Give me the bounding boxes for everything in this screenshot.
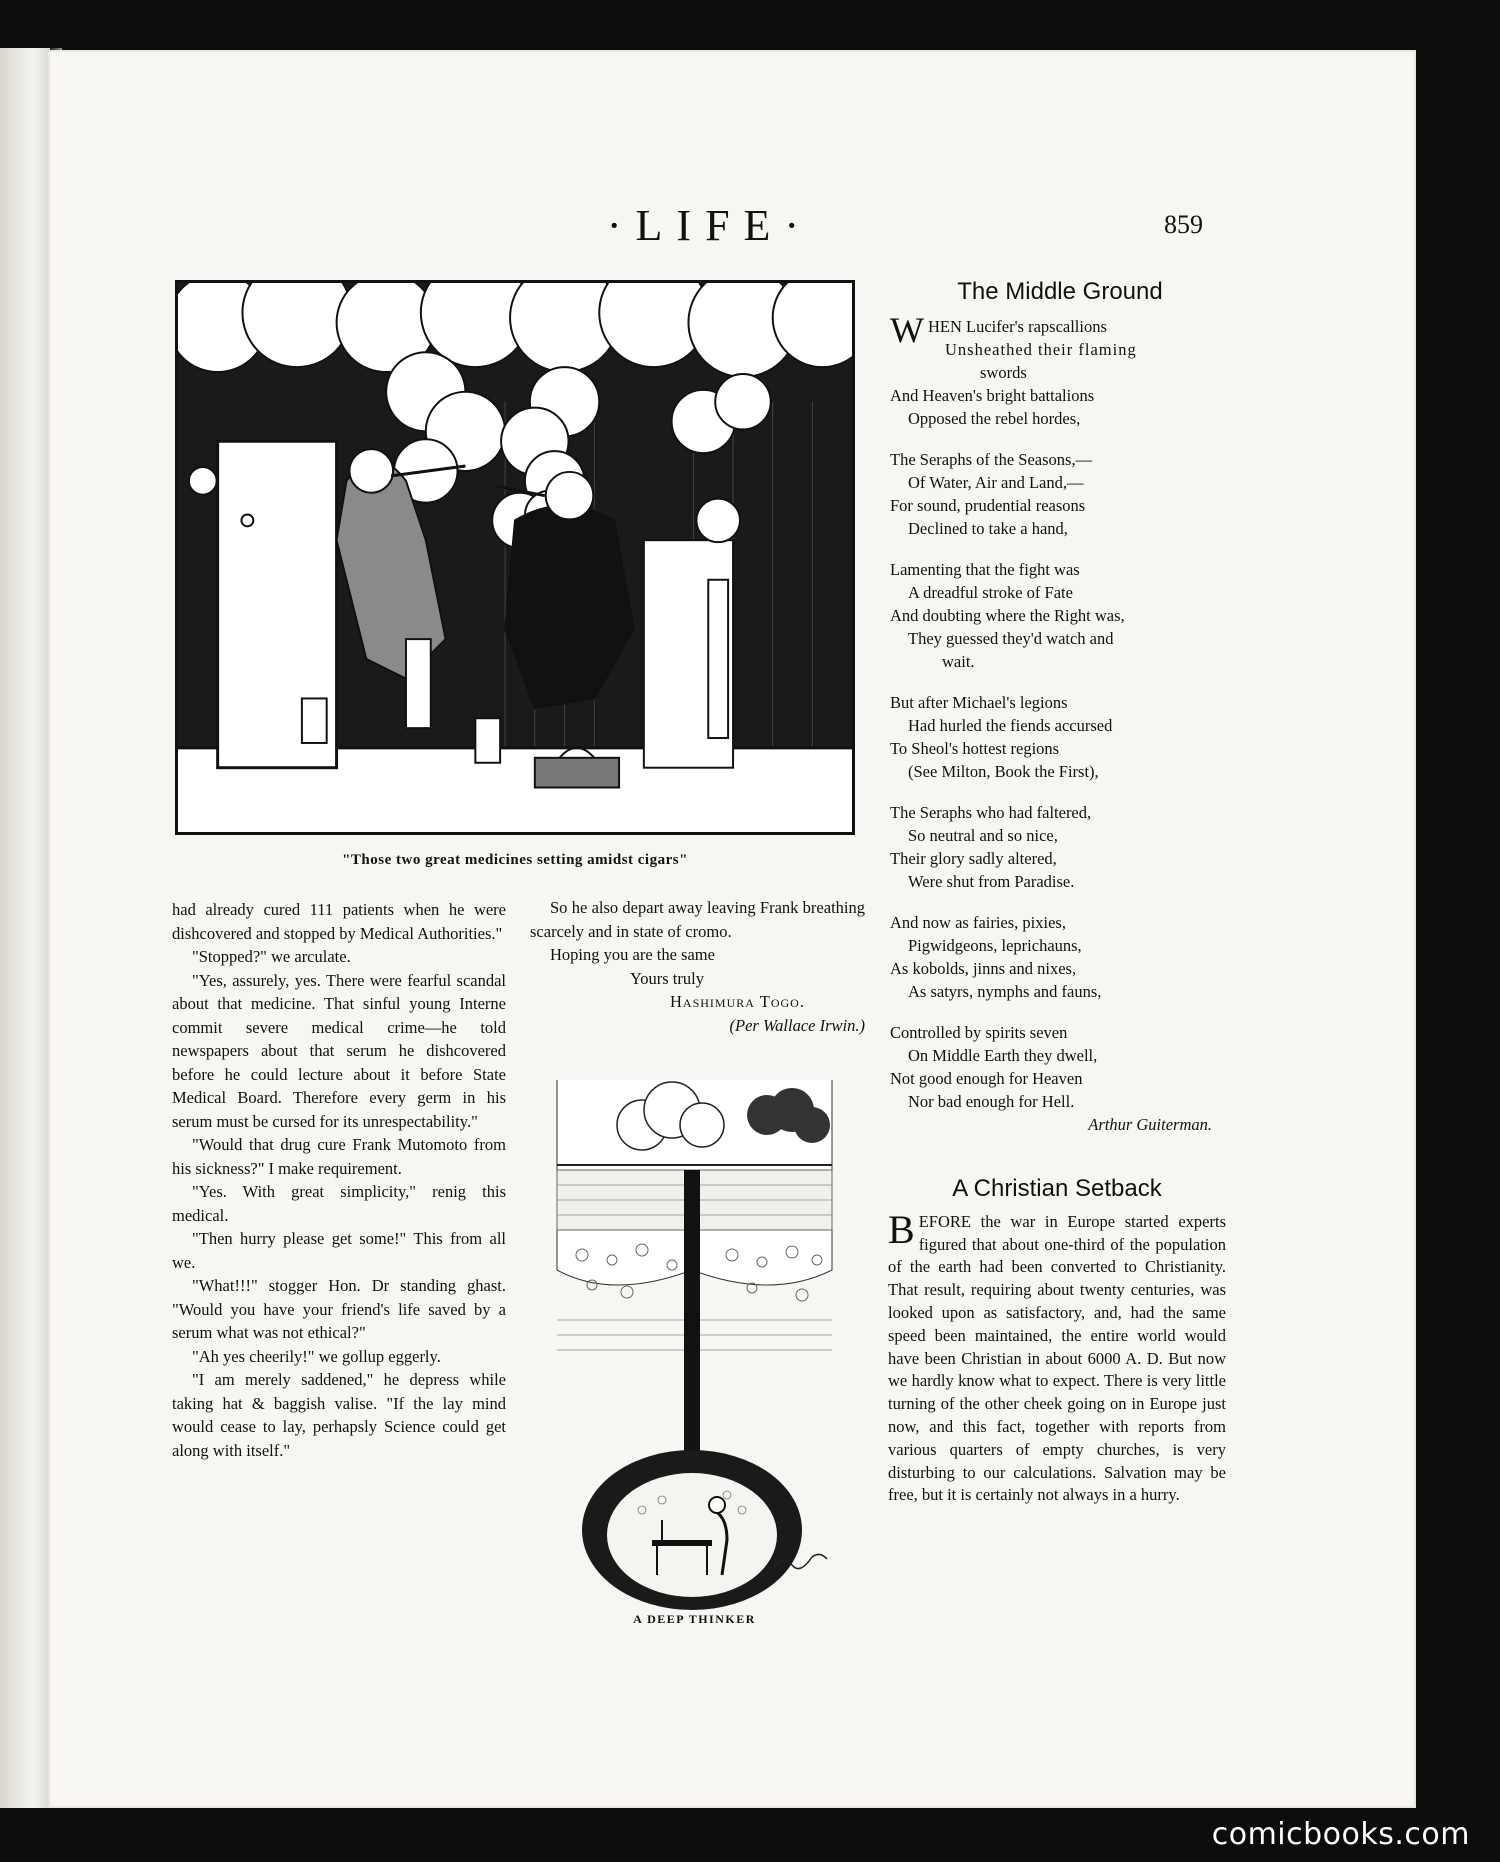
poem-line: And Heaven's bright battalions <box>890 386 1095 405</box>
cartoon-caption: A DEEP THINKER <box>633 1612 756 1626</box>
poem-line: HEN Lucifer's rapscallions <box>927 317 1107 336</box>
cartoon-deep-thinker <box>552 1070 837 1610</box>
letter-closing <box>530 943 865 1037</box>
story-paragraph: "Yes. With great simplicity," renig this medical. <box>172 1182 506 1225</box>
poem-line: As satyrs, nymphs and fauns, <box>908 982 1102 1001</box>
poem-middle-ground <box>890 280 1230 1136</box>
story-paragraph: "Would that drug cure Frank Mutomoto from his sickness?" I make requirement. <box>172 1135 506 1178</box>
cartoon-illustration <box>178 283 852 832</box>
poem-line: The Seraphs who had faltered, <box>890 803 1092 822</box>
poem-line: Had hurled the fiends accursed <box>908 716 1113 735</box>
story-paragraph: "Ah yes cheerily!" we gollup eggerly. <box>192 1346 441 1366</box>
poem-line: Not good enough for Heaven <box>890 1069 1083 1088</box>
poem-author: Arthur Guiterman. <box>1088 1115 1212 1134</box>
story-paragraph: So he also depart away leaving Frank breathing scarcely and in state of cromo. <box>530 898 865 941</box>
story-paragraph: "I am merely saddened," he depress while taking hat & baggish valise. "If the lay mind would cease to lay, perhapsly Science could get along with itself." <box>172 1370 506 1460</box>
story-paragraph: "What!!!" stogger Hon. Dr standing ghast. "Would you have your friend's life saved by a serum what was not ethical?" <box>172 1276 506 1342</box>
closing-line: Hoping you are the same <box>550 945 715 964</box>
poem-line: And now as fairies, pixies, <box>890 913 1066 932</box>
poem-line: Of Water, Air and Land,— <box>908 473 1084 492</box>
drop-cap: B <box>888 1206 915 1252</box>
cartoon-smoking-doctors <box>175 280 855 835</box>
poem-line: Their glory sadly altered, <box>890 849 1057 868</box>
poem-line: They guessed they'd watch and <box>908 629 1114 648</box>
page-number: 859 <box>1164 210 1203 239</box>
poem-stanza <box>890 558 1230 673</box>
essay-christian-setback <box>888 1175 1226 1507</box>
poem-stanza <box>890 310 1230 430</box>
poem-line: Unsheathed their flaming <box>945 340 1137 359</box>
poem-line: swords <box>980 363 1027 382</box>
poem-line: Nor bad enough for Hell. <box>908 1092 1075 1111</box>
poem-line: Pigwidgeons, leprichauns, <box>908 936 1082 955</box>
poem-line: (See Milton, Book the First), <box>908 762 1099 781</box>
poem-line: Controlled by spirits seven <box>890 1023 1068 1042</box>
poem-line: Declined to take a hand, <box>908 519 1068 538</box>
story-column-2 <box>530 896 865 1037</box>
drop-cap: W <box>890 310 924 350</box>
story-paragraph: "Then hurry please get some!" This from all we. <box>172 1229 506 1272</box>
essay-text: EFORE the war in Europe started experts figured that about one-third of the population of the earth had been converted to Christianity. That result, requiring about twenty centuries, was looked upon as satisfactory, and, had the same speed been maintained, the entire world would have been Christian in about 6000 A. D. But now we hardly know what to expect. There is very little turning of the other cheek going on in Europe just now, and this fact, together with reports from various quarters of empty churches, is very disturbing to our calculations. Salvation may be free, but it is certainly not always in a hurry. <box>888 1211 1226 1505</box>
poem-line: So neutral and so nice, <box>908 826 1058 845</box>
closing-line: Yours truly <box>630 968 704 988</box>
poem-stanza <box>890 911 1230 1003</box>
cartoon-caption: "Those two great medicines setting amidst cigars" <box>342 852 688 868</box>
poem-line: But after Michael's legions <box>890 693 1068 712</box>
site-watermark: comicbooks.com <box>1211 1817 1470 1852</box>
story-column-1 <box>172 898 506 1462</box>
poem-line: As kobolds, jinns and nixes, <box>890 959 1077 978</box>
deep-thinker-illustration <box>552 1070 837 1610</box>
poem-line: On Middle Earth they dwell, <box>908 1046 1098 1065</box>
poem-stanza <box>890 1021 1230 1136</box>
poem-line: A dreadful stroke of Fate <box>908 583 1073 602</box>
poem-line: And doubting where the Right was, <box>890 606 1125 625</box>
byline: (Per Wallace Irwin.) <box>729 1015 865 1035</box>
poem-line: Opposed the rebel hordes, <box>908 409 1081 428</box>
essay-title: A Christian Setback <box>952 1175 1162 1202</box>
poem-line: The Seraphs of the Seasons,— <box>890 450 1093 469</box>
poem-stanza <box>890 448 1230 540</box>
masthead: ·LIFE· <box>606 201 814 250</box>
poem-title: The Middle Ground <box>957 278 1163 305</box>
poem-stanza <box>890 801 1230 893</box>
signature: Hashimura Togo. <box>670 992 805 1011</box>
poem-line: wait. <box>942 652 975 671</box>
poem-line: For sound, prudential reasons <box>890 496 1086 515</box>
poem-line: Were shut from Paradise. <box>908 872 1075 891</box>
story-paragraph: "Stopped?" we arculate. <box>192 947 351 966</box>
story-paragraph: had already cured 111 patients when he were dishcovered and stopped by Medical Authorities." <box>172 900 506 943</box>
poem-line: Lamenting that the fight was <box>890 560 1080 579</box>
poem-line: To Sheol's hottest regions <box>890 739 1060 758</box>
essay-body <box>888 1206 1226 1507</box>
poem-stanza <box>890 691 1230 783</box>
story-paragraph: "Yes, assurely, yes. There were fearful scandal about that medicine. That sinful young Interne commit severe medical crime—he told newspapers about that serum he dishcovered before he could lecture about it before State Medical Board. Therefore every germ in his serum must be cursed for its unrespectability." <box>172 970 506 1131</box>
